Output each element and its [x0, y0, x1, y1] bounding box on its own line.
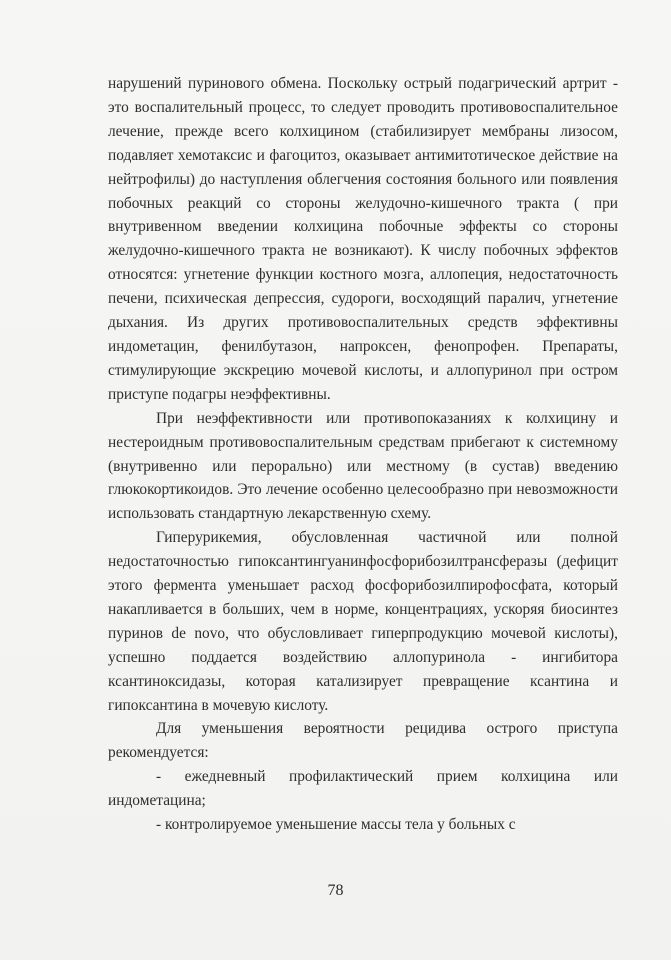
list-item-weight-loss: - контролируемое уменьшение массы тела у больных с: [156, 816, 516, 834]
list-item-colchicine: - ежедневный профилактический прием колхицина или индометацина;: [108, 768, 618, 810]
paragraph-continuation: нарушений пуринового обмена. Поскольку острый подагрический артрит - это воспалительный процесс, то следует проводить противовоспалительное лечение, прежде всего колхицином (стабилизирует мембраны лизосом, подавляет хемотаксис и фагоцитоз, оказывает антимитотическое действие на нейтрофилы) до наступления облегчения состояния больного или появления побочных реакций со стороны желудочно-кишечного тракта ( при внутривенном введении колхицина побочные эффекты со стороны желудочно-кишечного тракта не возникают). К числу побочных эффектов относятся: угнетение функции костного мозга, аллопеция, недостаточность печени, психическая депрессия, судороги, восходящий паралич, угнетение дыхания. Из других противовоспалительных средств эффективны индометацин, фенилбутазон, напроксен, фенопрофен. Препараты, стимулирующие экскрецию мочевой кислоты, и аллопуринол при остром приступе подагры неэффективны.: [108, 75, 618, 403]
paragraph-hyperuricemia: Гиперурикемия, обусловленная частичной или полной недостаточностью гипоксантингуанинфосфорибозилтрансферазы (дефицит этого фермента уменьшает расход фосфорибозилпирофосфата, который накапливается в больших, чем в норме, концентрациях, ускоряя биосинтез пуринов de novo, что обусловливает гиперпродукцию мочевой кислоты), успешно поддается воздействию аллопуринола - ингибитора ксантиноксидазы, которая катализирует превращение ксантина и гипоксантина в мочевую кислоту.: [108, 529, 618, 714]
page-number: 78: [327, 882, 344, 899]
paragraph-recommendations-intro: Для уменьшения вероятности рецидива острого приступа рекомендуется:: [108, 720, 618, 762]
paragraph-glucocorticoids: При неэффективности или противопоказаниях к колхицину и нестероидным противовоспалительным средствам прибегают к системному (внутривенно или перорально) или местному (в сустав) введению глюкокортикоидов. Это лечение особенно целесообразно при невозможности использовать стандартную лекарственную схему.: [108, 409, 618, 523]
body-text: [108, 72, 618, 837]
